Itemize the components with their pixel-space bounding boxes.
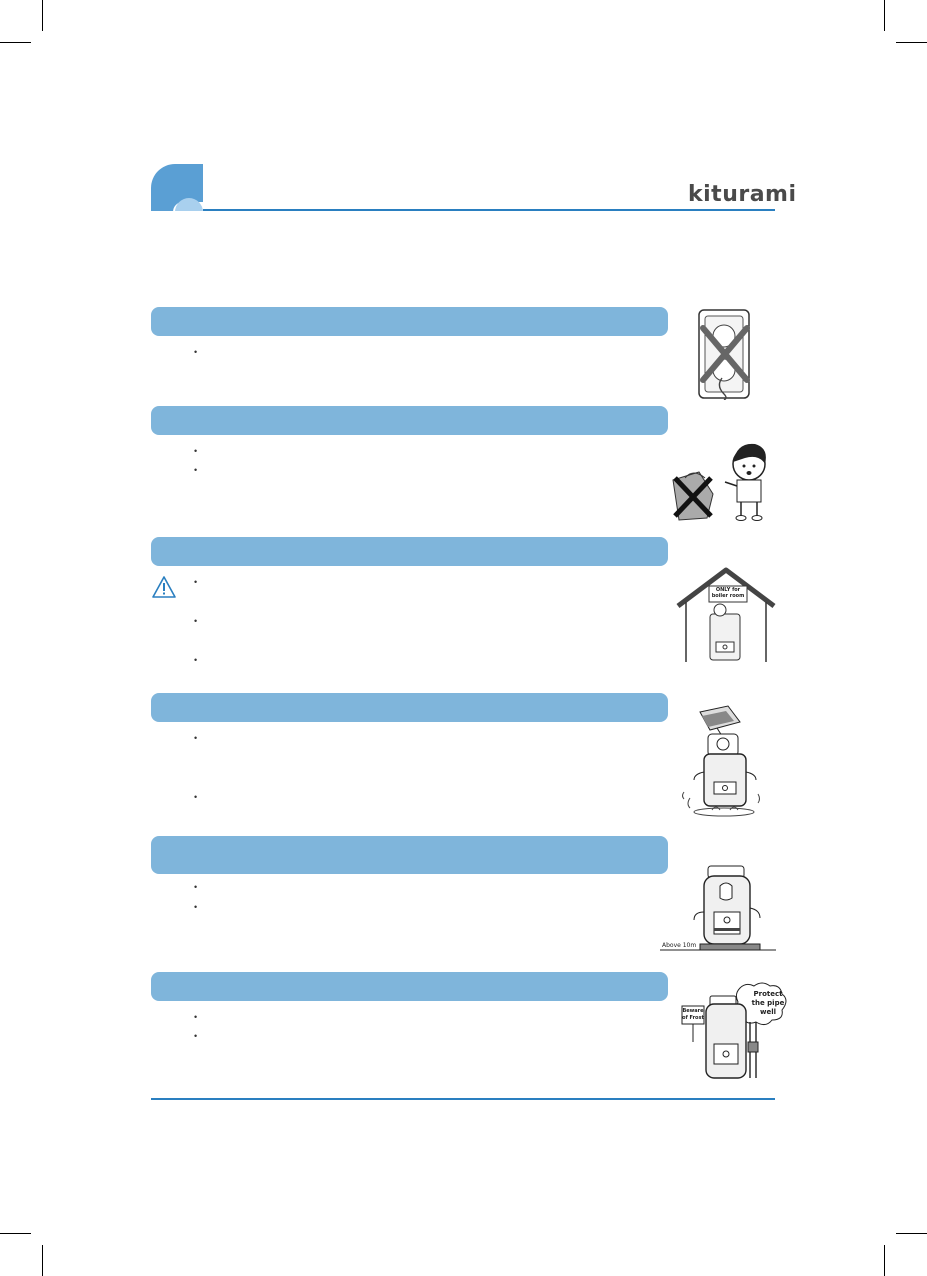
pipe-bubble-line: well [759,1008,776,1016]
bullet: • [194,616,198,626]
boiler-height-icon [660,864,776,954]
crop-mark [896,42,927,43]
bullet: • [194,902,198,912]
room-sign-line: boiler room [711,593,745,599]
bullet: • [194,1031,198,1041]
boiler-in-room-illustration [676,566,776,664]
bullet: • [194,577,198,587]
bullet: • [194,465,198,475]
boiler-height-illustration [660,864,776,954]
section-header-bar [151,836,668,874]
pipe-bubble-line: the pipe [751,999,785,1007]
bullet: • [194,446,198,456]
crop-mark [0,42,31,43]
footer-rule [151,1098,775,1100]
bullet: • [194,655,198,665]
crop-mark [42,0,43,31]
header-rule [203,209,775,211]
pipe-bubble-line: Protect [753,990,783,998]
crop-mark [42,1245,43,1276]
crop-mark [0,1233,31,1234]
child-and-crossed-out-bag-icon [667,440,779,522]
height-label: Above 10m [662,942,697,949]
bullet: • [194,733,198,743]
pipe-sign-line: Beware [682,1008,704,1014]
boiler-water-leak-icon [672,702,772,820]
header-arc-icon [151,164,203,212]
boiler-in-room-icon [676,566,776,664]
crop-mark [884,1245,885,1276]
crop-mark [896,1233,927,1234]
section-header-bar [151,307,668,336]
pipe-sign-line: of Frost [682,1015,704,1021]
section-header-bar [151,537,668,566]
bullet: • [194,882,198,892]
section-header-bar [151,406,668,435]
brand-logo: kiturami [688,181,797,207]
bullet: • [194,347,198,357]
section-header-bar [151,972,668,1001]
bullet: • [194,1012,198,1022]
boiler-pipe-illustration [676,982,788,1082]
crop-mark [884,0,885,31]
section-header-bar [151,693,668,722]
crossed-out-power-socket-icon [695,308,755,400]
warning-triangle-icon [151,575,177,599]
bullet: • [194,792,198,802]
room-sign-line: ONLY for [715,587,741,593]
